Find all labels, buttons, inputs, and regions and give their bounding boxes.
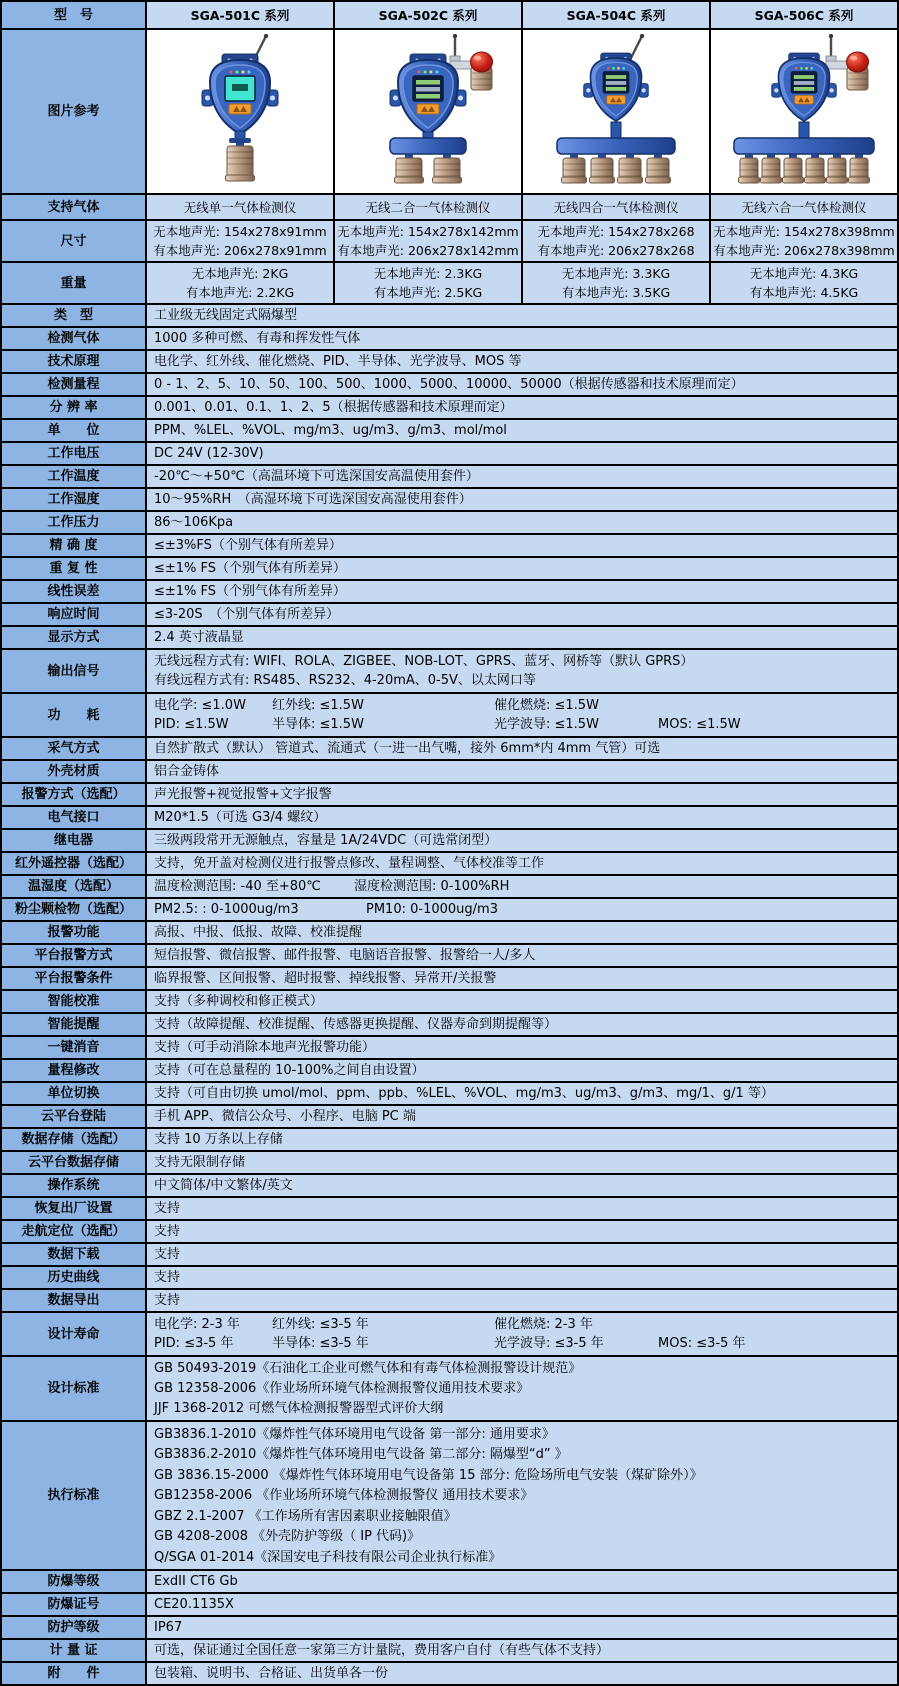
row-value-segment: PM2.5: : 0-1000ug/m3 <box>154 902 299 917</box>
row-label: 外壳材质 <box>2 761 147 782</box>
spec-row <box>2 579 897 602</box>
row-value-line: ≤±1% FS（个别气体有所差异） <box>154 584 347 599</box>
row-value-line: 高报、中报、低报、故障、校准提醒 <box>154 925 363 940</box>
size-row-cell <box>523 221 711 261</box>
row-value <box>147 1594 897 1615</box>
row-value <box>147 581 897 602</box>
spec-row <box>2 874 897 897</box>
row-value-line: GB 12358-2006《作业场所环境气体检测报警仪通用技术要求》 <box>154 1381 530 1396</box>
spec-row <box>2 692 897 736</box>
row-value-line: 2.4 英寸液晶显 <box>154 630 244 645</box>
supported-gas-cell <box>523 195 711 219</box>
spec-row <box>2 395 897 418</box>
spec-row <box>2 1058 897 1081</box>
gas-detector-2-sensor-beacon-icon <box>338 34 518 190</box>
row-value-line: 支持 <box>154 1224 181 1239</box>
model-header-columns <box>147 2 897 28</box>
row-label: 智能校准 <box>2 991 147 1012</box>
row-label: 数据下载 <box>2 1244 147 1265</box>
row-value-segment: 半导体: ≤1.5W <box>272 717 364 733</box>
row-label: 单 位 <box>2 420 147 441</box>
row-label: 云平台数据存储 <box>2 1152 147 1173</box>
image-cell-1 <box>147 30 335 193</box>
model-header-2 <box>335 2 523 28</box>
row-value <box>147 1129 897 1150</box>
supported-gas-text: 无线四合一气体检测仪 <box>553 199 679 215</box>
row-value-line: 0 - 1、2、5、10、50、100、500、1000、5000、10000、50000（根据传感器和技术原理而定） <box>154 377 744 392</box>
row-value-line <box>154 696 893 715</box>
row-value-line: 工业级无线固定式隔爆型 <box>154 308 298 323</box>
row-value-line: 支持 <box>154 1293 181 1308</box>
row-value <box>147 1175 897 1196</box>
image-cell-4 <box>711 30 897 193</box>
row-value-line <box>154 1315 893 1334</box>
spec-row <box>2 782 897 805</box>
row-value-line: GB 4208-2008 《外壳防护等级（ IP 代码)》 <box>154 1529 421 1544</box>
row-value-segment: 电化学: 2-3 年 <box>154 1316 240 1332</box>
spec-row <box>2 372 897 395</box>
spec-row <box>2 1173 897 1196</box>
model-header-1 <box>147 2 335 28</box>
row-label: 检测气体 <box>2 328 147 349</box>
row-value <box>147 899 897 920</box>
row-label: 采气方式 <box>2 738 147 759</box>
row-value <box>147 968 897 989</box>
spec-row <box>2 1355 897 1420</box>
row-label: 显示方式 <box>2 627 147 648</box>
row-value-line: 中文简体/中文繁体/英文 <box>154 1178 293 1193</box>
row-value-line <box>154 715 893 734</box>
row-label: 工作电压 <box>2 443 147 464</box>
row-value-line: GB12358-2006 《作业场所环境气体检测报警仪 通用技术要求》 <box>154 1488 534 1503</box>
row-value <box>147 374 897 395</box>
size-row <box>2 219 897 261</box>
supported-gas-text: 无线六合一气体检测仪 <box>741 199 867 215</box>
row-value-line: 支持 10 万条以上存储 <box>154 1132 283 1147</box>
spec-row <box>2 1288 897 1311</box>
spec-row <box>2 1012 897 1035</box>
row-value-line: 0.001、0.01、0.1、1、2、5（根据传感器和技术原理而定） <box>154 400 513 415</box>
row-value <box>147 853 897 874</box>
row-value <box>147 1221 897 1242</box>
row-value-line: 支持无限制存储 <box>154 1155 246 1170</box>
row-label: 重 复 性 <box>2 558 147 579</box>
row-value-line: 铝合金铸体 <box>154 764 220 779</box>
row-label: 报警方式（选配） <box>2 784 147 805</box>
row-value-segment: PID: ≤1.5W <box>154 717 229 733</box>
row-value <box>147 489 897 510</box>
row-value <box>147 784 897 805</box>
row-value-line: PPM、%LEL、%VOL、mg/m3、ug/m3、g/m3、mol/mol <box>154 423 507 438</box>
row-value-line: 无线远程方式有: WIFI、ROLA、ZIGBEE、NOB-LOT、GPRS、蓝牙、网桥等（默认 GPRS） <box>154 653 694 669</box>
size-row-text: 有本地声光: 206x278x268 <box>537 243 695 258</box>
row-label: 防爆等级 <box>2 1571 147 1592</box>
weight-row-text: 无本地声光: 2KG <box>191 266 289 281</box>
model-header-row <box>2 2 897 28</box>
row-value-line: 短信报警、微信报警、邮件报警、电脑语音报警、报警给一人/多人 <box>154 948 536 963</box>
spec-row <box>2 1150 897 1173</box>
spec-row <box>2 533 897 556</box>
row-value-line: CE20.1135X <box>154 1597 234 1612</box>
supported-gas-cell <box>711 195 897 219</box>
row-label: 执行标准 <box>2 1422 147 1569</box>
row-label: 分 辨 率 <box>2 397 147 418</box>
row-label: 数据导出 <box>2 1290 147 1311</box>
supported-gas-row <box>2 193 897 219</box>
spec-row <box>2 1242 897 1265</box>
row-label: 操作系统 <box>2 1175 147 1196</box>
spec-row <box>2 851 897 874</box>
row-value <box>147 945 897 966</box>
row-value-line: 包装箱、说明书、合格证、出货单各一份 <box>154 1666 389 1681</box>
row-value <box>147 1422 897 1569</box>
row-value-segment: 催化燃烧: ≤1.5W <box>494 697 599 713</box>
row-value-line: GB 3836.15-2000 《爆炸性气体环境用电气设备第 15 部分: 危险场所电气安装（煤矿除外）》 <box>154 1467 703 1483</box>
row-value-line: 1000 多种可燃、有毒和挥发性气体 <box>154 331 361 346</box>
model-name: SGA-506C 系列 <box>754 7 854 23</box>
row-value-segment: PID: ≤3-5 年 <box>154 1336 234 1352</box>
model-name: SGA-501C 系列 <box>190 7 290 23</box>
row-value <box>147 1244 897 1265</box>
spec-row <box>2 736 897 759</box>
row-value <box>147 351 897 372</box>
row-value-line: GB 50493-2019《石油化工企业可燃气体和有毒气体检测报警设计规范》 <box>154 1361 582 1376</box>
row-value <box>147 627 897 648</box>
spec-row <box>2 556 897 579</box>
row-value-line: IP67 <box>154 1620 183 1635</box>
row-label: 平台报警条件 <box>2 968 147 989</box>
row-value-segment: 红外线: ≤3-5 年 <box>272 1316 369 1332</box>
row-label: 报警功能 <box>2 922 147 943</box>
model-name: SGA-502C 系列 <box>378 7 478 23</box>
spec-row <box>2 1196 897 1219</box>
row-value <box>147 1152 897 1173</box>
row-value <box>147 397 897 418</box>
spec-row <box>2 828 897 851</box>
size-row-text: 有本地声光: 206x278x91mm <box>153 243 327 258</box>
model-header-3 <box>523 2 711 28</box>
image-reference-row <box>2 28 897 193</box>
weight-row-text: 有本地声光: 4.5KG <box>749 285 859 300</box>
row-label: 工作湿度 <box>2 489 147 510</box>
row-value-line: 10～95%RH （高湿环境下可选深国安高湿使用套件） <box>154 492 472 507</box>
spec-row <box>2 920 897 943</box>
row-value-segment: 光学波导: ≤1.5W <box>494 717 599 733</box>
row-label: 重量 <box>2 263 147 303</box>
spec-row <box>2 1219 897 1242</box>
size-row-cell <box>147 221 335 261</box>
row-label: 线性误差 <box>2 581 147 602</box>
size-row-text: 无本地声光: 154x278x142mm <box>337 224 519 239</box>
row-value-line: Q/SGA 01-2014《深国安电子科技有限公司企业执行标准》 <box>154 1549 502 1565</box>
size-row-text: 无本地声光: 154x278x268 <box>537 224 695 239</box>
spec-row <box>2 1569 897 1592</box>
spec-row <box>2 303 897 326</box>
row-value <box>147 650 897 692</box>
row-value <box>147 1060 897 1081</box>
row-value-line: 支持（可自由切换 umol/mol、ppm、ppb、%LEL、%VOL、mg/m3、ug/m3、g/m3、mg/1、g/1 等） <box>154 1086 774 1101</box>
row-label: 工作温度 <box>2 466 147 487</box>
row-value-line: 支持，免开盖对检测仪进行报警点修改、量程调整、气体校准等工作 <box>154 856 545 871</box>
row-value-line: 声光报警+视觉报警+文字报警 <box>154 787 332 802</box>
row-label: 量程修改 <box>2 1060 147 1081</box>
row-value <box>147 1313 897 1355</box>
row-value <box>147 1290 897 1311</box>
row-label: 防护等级 <box>2 1617 147 1638</box>
row-value <box>147 876 897 897</box>
row-value <box>147 535 897 556</box>
row-label: 支持气体 <box>2 195 147 219</box>
row-value <box>147 991 897 1012</box>
row-label: 附 件 <box>2 1663 147 1684</box>
row-value-line: 86～106Kpa <box>154 515 234 530</box>
row-value-line: ≤3-20S （个别气体有所差异） <box>154 607 340 622</box>
row-value <box>147 1267 897 1288</box>
row-value-line: ExdII CT6 Gb <box>154 1574 238 1589</box>
weight-row-text: 无本地声光: 4.3KG <box>749 266 859 281</box>
row-value-line: 电化学、红外线、催化燃烧、PID、半导体、光学波导、MOS 等 <box>154 354 522 369</box>
row-value <box>147 558 897 579</box>
row-value-line: JJF 1368-2012 可燃气体检测报警器型式评价大纲 <box>154 1401 444 1416</box>
row-value-segment: PM10: 0-1000ug/m3 <box>366 902 498 917</box>
row-value-line: 支持 <box>154 1247 181 1262</box>
row-value-line: GB3836.2-2010《爆炸性气体环境用电气设备 第二部分: 隔爆型“d” 》 <box>154 1447 568 1462</box>
row-value-line: ≤±3%FS（个别气体有所差异） <box>154 538 342 553</box>
row-label: 温湿度（选配） <box>2 876 147 897</box>
row-value-line: 有线远程方式有: RS485、RS232、4-20mA、0-5V、以太网口等 <box>154 673 536 689</box>
row-value-line: GB3836.1-2010《爆炸性气体环境用电气设备 第一部分: 通用要求》 <box>154 1426 555 1442</box>
row-value <box>147 830 897 851</box>
size-row-text: 无本地声光: 154x278x91mm <box>153 224 327 239</box>
spec-row <box>2 805 897 828</box>
weight-row-text: 有本地声光: 2.5KG <box>373 285 483 300</box>
row-label: 一键消音 <box>2 1037 147 1058</box>
weight-row-cell <box>523 263 711 303</box>
row-label: 尺寸 <box>2 221 147 261</box>
row-value-line: DC 24V (12-30V) <box>154 446 264 461</box>
row-value-line: 支持（多种调校和修正模式） <box>154 994 324 1009</box>
row-value <box>147 1014 897 1035</box>
row-value <box>147 1663 897 1684</box>
spec-row <box>2 1104 897 1127</box>
row-label: 云平台登陆 <box>2 1106 147 1127</box>
row-label: 计 量 证 <box>2 1640 147 1661</box>
row-value <box>147 761 897 782</box>
row-value <box>147 420 897 441</box>
row-label: 功 耗 <box>2 694 147 736</box>
row-label: 响应时间 <box>2 604 147 625</box>
weight-row-text: 有本地声光: 3.5KG <box>561 285 671 300</box>
weight-row-text: 有本地声光: 2.2KG <box>185 285 295 300</box>
row-value <box>147 1617 897 1638</box>
row-value <box>147 807 897 828</box>
spec-row <box>2 989 897 1012</box>
spec-row <box>2 966 897 989</box>
weight-row-cell <box>335 263 523 303</box>
row-value <box>147 512 897 533</box>
row-label: 红外遥控器（选配） <box>2 853 147 874</box>
spec-row <box>2 1311 897 1355</box>
weight-row-cell <box>711 263 897 303</box>
size-row-cell <box>711 221 897 261</box>
row-value <box>147 922 897 943</box>
supported-gas-text: 无线二合一气体检测仪 <box>365 199 491 215</box>
row-label: 历史曲线 <box>2 1267 147 1288</box>
row-value-segment: 红外线: ≤1.5W <box>272 697 364 713</box>
gas-detector-1-sensor-icon <box>150 34 330 190</box>
row-value <box>147 1640 897 1661</box>
row-label: 防爆证号 <box>2 1594 147 1615</box>
row-value-line: M20*1.5（可选 G3/4 螺纹） <box>154 810 327 825</box>
size-row-text: 无本地声光: 154x278x398mm <box>713 224 895 239</box>
row-label: 工作压力 <box>2 512 147 533</box>
spec-row <box>2 464 897 487</box>
spec-row <box>2 326 897 349</box>
model-header-4 <box>711 2 897 28</box>
row-label: 智能提醒 <box>2 1014 147 1035</box>
spec-row <box>2 1615 897 1638</box>
row-value-segment: 电化学: ≤1.0W <box>154 697 246 713</box>
row-value <box>147 1083 897 1104</box>
spec-row <box>2 510 897 533</box>
size-row-cell <box>335 221 523 261</box>
row-label: 设计标准 <box>2 1357 147 1420</box>
row-value-line: 支持（可手动消除本地声光报警功能） <box>154 1040 376 1055</box>
row-value <box>147 738 897 759</box>
row-value <box>147 1106 897 1127</box>
row-value <box>147 694 897 736</box>
row-value <box>147 1571 897 1592</box>
weight-row-text: 无本地声光: 2.3KG <box>373 266 483 281</box>
row-value-line: -20℃～+50℃（高温环境下可选深国安高温使用套件） <box>154 469 479 484</box>
row-value-line: 临界报警、区间报警、超时报警、掉线报警、异常开/关报警 <box>154 971 497 986</box>
row-value <box>147 1037 897 1058</box>
row-label: 技术原理 <box>2 351 147 372</box>
row-label: 数据存储（选配） <box>2 1129 147 1150</box>
spec-row <box>2 441 897 464</box>
row-label: 平台报警方式 <box>2 945 147 966</box>
weight-row-text: 无本地声光: 3.3KG <box>561 266 671 281</box>
row-label: 检测量程 <box>2 374 147 395</box>
row-value <box>147 1357 897 1420</box>
row-value-line <box>154 900 893 919</box>
spec-row <box>2 1638 897 1661</box>
row-value <box>147 604 897 625</box>
model-name: SGA-504C 系列 <box>566 7 666 23</box>
row-value-segment: MOS: ≤1.5W <box>658 717 741 733</box>
row-label: 恢复出厂设置 <box>2 1198 147 1219</box>
row-value-segment: 光学波导: ≤3-5 年 <box>494 1336 604 1352</box>
spec-row <box>2 602 897 625</box>
row-value-line: 可选，保证通过全国任意一家第三方计量院，费用客户自付（有些气体不支持） <box>154 1643 610 1658</box>
image-cell-2 <box>335 30 523 193</box>
row-value-segment: 湿度检测范围: 0-100%RH <box>354 879 510 894</box>
row-label: 电气接口 <box>2 807 147 828</box>
row-value-line: 三级两段常开无源触点，容量是 1A/24VDC（可选常闭型） <box>154 833 498 848</box>
row-value <box>147 443 897 464</box>
size-row-text: 有本地声光: 206x278x142mm <box>337 243 519 258</box>
supported-gas-cell <box>147 195 335 219</box>
spec-row <box>2 487 897 510</box>
row-label: 精 确 度 <box>2 535 147 556</box>
row-label: 粉尘颗检物（选配） <box>2 899 147 920</box>
image-columns <box>147 30 897 193</box>
spec-row <box>2 943 897 966</box>
image-cell-3 <box>523 30 711 193</box>
row-value-line: 手机 APP、微信公众号、小程序、电脑 PC 端 <box>154 1109 416 1124</box>
row-label: 单位切换 <box>2 1083 147 1104</box>
row-value-line: ≤±1% FS（个别气体有所差异） <box>154 561 347 576</box>
gas-detector-4-sensor-icon <box>526 34 706 190</box>
spec-row <box>2 1081 897 1104</box>
supported-gas-cell <box>335 195 523 219</box>
spec-row <box>2 648 897 692</box>
row-value <box>147 328 897 349</box>
row-value-line: 支持（故障提醒、校准提醒、传感器更换提醒、仪器寿命到期提醒等） <box>154 1017 558 1032</box>
weight-row <box>2 261 897 303</box>
row-label: 类 型 <box>2 305 147 326</box>
size-row-text: 有本地声光: 206x278x398mm <box>713 243 895 258</box>
weight-row-cell <box>147 263 335 303</box>
spec-row <box>2 1035 897 1058</box>
gas-detector-6-sensor-beacon-icon <box>714 34 894 190</box>
row-label: 继电器 <box>2 830 147 851</box>
row-value <box>147 1198 897 1219</box>
spec-row <box>2 625 897 648</box>
row-value-line: 支持 <box>154 1270 181 1285</box>
model-header-label: 型 号 <box>2 2 147 28</box>
row-value-segment: 温度检测范围: -40 至+80℃ <box>154 879 321 894</box>
row-label: 图片参考 <box>2 30 147 193</box>
spec-row <box>2 759 897 782</box>
row-value-segment: MOS: ≤3-5 年 <box>658 1336 746 1352</box>
spec-row <box>2 349 897 372</box>
spec-row <box>2 1661 897 1684</box>
spec-row <box>2 1265 897 1288</box>
row-label: 设计寿命 <box>2 1313 147 1355</box>
row-value <box>147 466 897 487</box>
row-value-segment: 半导体: ≤3-5 年 <box>272 1336 369 1352</box>
row-value-line: 支持（可在总量程的 10-100%之间自由设置） <box>154 1063 425 1078</box>
row-value <box>147 305 897 326</box>
spec-row <box>2 1420 897 1569</box>
spec-row <box>2 897 897 920</box>
row-value-line: 自然扩散式（默认） 管道式、流通式（一进一出气嘴，接外 6mm*内 4mm 气管）可选 <box>154 741 661 756</box>
row-value-line <box>154 1334 893 1353</box>
row-value-line <box>154 877 893 896</box>
row-value-segment: 催化燃烧: 2-3 年 <box>494 1316 593 1332</box>
row-label: 走航定位（选配） <box>2 1221 147 1242</box>
spec-row <box>2 418 897 441</box>
supported-gas-text: 无线单一气体检测仪 <box>183 199 297 215</box>
row-value-line: GBZ 2.1-2007 《工作场所有害因素职业接触限值》 <box>154 1508 457 1524</box>
row-label: 输出信号 <box>2 650 147 692</box>
row-value-line: 支持 <box>154 1201 181 1216</box>
spec-row <box>2 1127 897 1150</box>
